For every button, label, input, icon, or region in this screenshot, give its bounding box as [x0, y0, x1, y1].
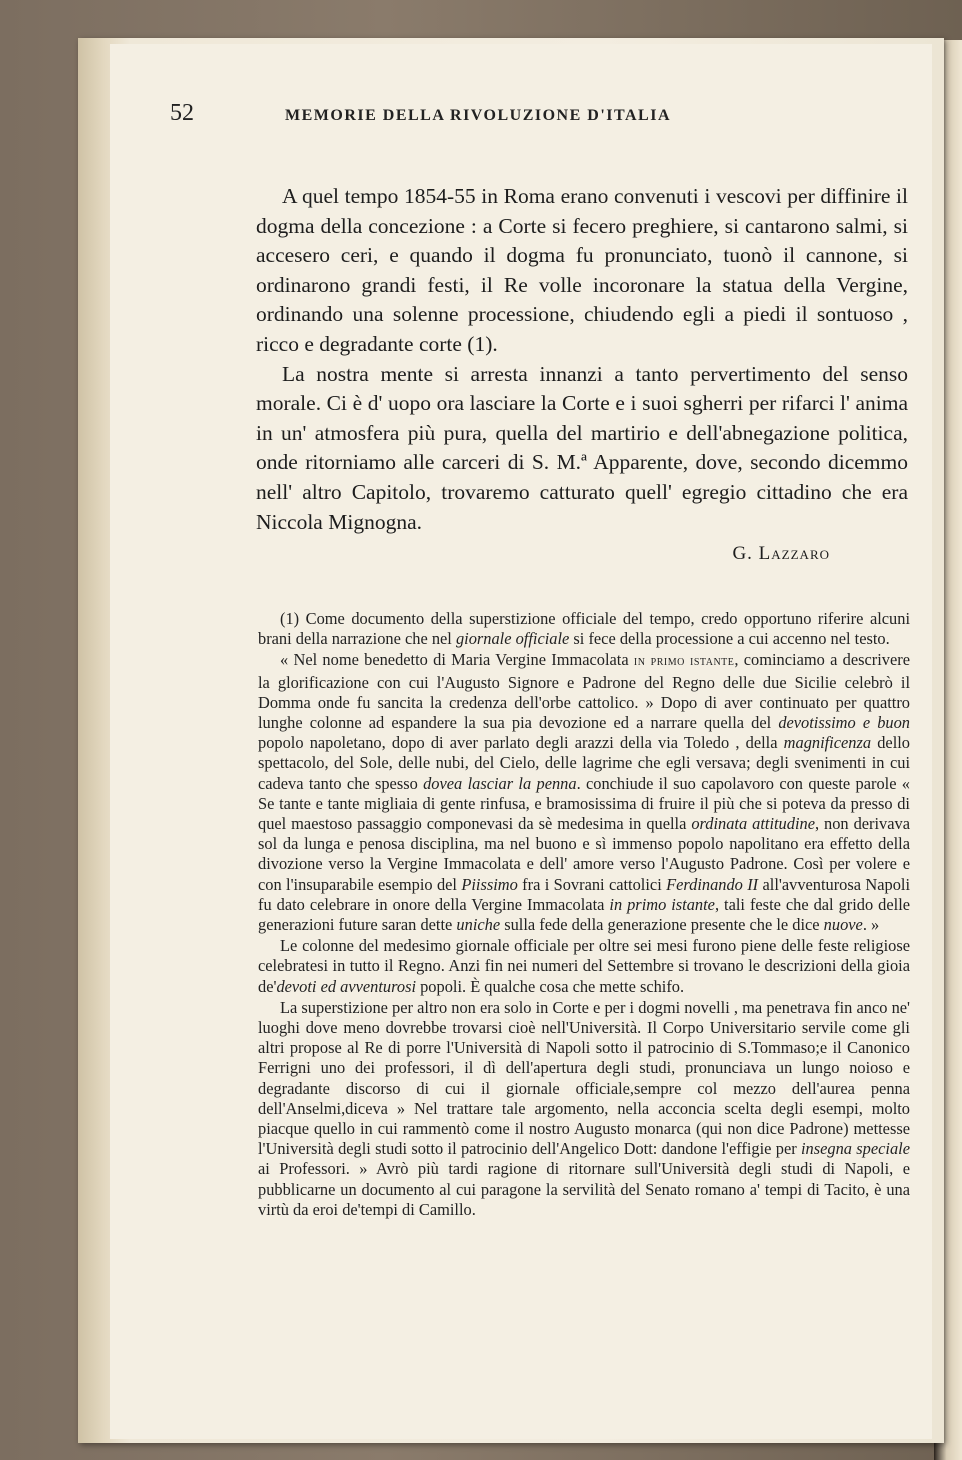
footnote-emphasis: uniche	[456, 915, 501, 935]
footnote-emphasis: giornale officiale	[455, 629, 570, 649]
footnote-text: (1) Come documento della superstizione officiale del tempo, credo opportuno riferire alcuni brani della narrazione che nel	[258, 609, 910, 649]
footnote-text: ai Professori. » Avrò più tardi ragione di ritornare sull'Università degli studi di Napoli, e pubblicarne un documento al cui paragone la servilità del Senato romano a' tempi di Tacito, è una virtù da eroi de'tempi di Camillo.	[258, 1159, 910, 1219]
footnote-smallcaps: in primo istante	[633, 654, 735, 670]
footnote-emphasis: insegna speciale	[801, 1139, 910, 1159]
footnote-emphasis: magnificenza	[783, 733, 872, 753]
footnote-text: fra i Sovrani cattolici	[517, 874, 667, 894]
page-number: 52	[170, 100, 194, 126]
footnote-emphasis: devoti ed avventurosi	[276, 976, 417, 996]
footnote-text: , non derivava sol da lunga e penosa disciplina, ma nel buono e sì immenso popolo napolitano era effetto della divozione verso la Vergine Immacolata e dell' amore verso l'Augusto Padrone. Così per volere e con l'insuparabile esempio del	[258, 814, 910, 894]
footnote-text: « Nel nome benedetto di Maria Vergine Immacolata	[280, 650, 634, 670]
body-paragraph: La nostra mente si arresta innanzi a tanto pervertimento del senso morale. Ci è d' uopo ora lasciare la Corte e i suoi sgherri per rifarci l' anima in un' atmosfera più pura, quella del martirio e dell'abnegazione politica, onde ritorniamo alle carceri di S. M.ª Apparente, dove, secondo dicemmo nell' altro Capitolo, trovaremo catturato quell' egregio cittadino che era Niccola Mignogna.	[256, 361, 908, 534]
footnote-text: sulla fede della generazione presente che le dice	[500, 915, 824, 935]
footnote-text: . »	[862, 915, 880, 935]
main-text	[256, 182, 908, 569]
footnote-paragraph	[258, 998, 910, 1220]
footnote-paragraph	[258, 650, 910, 935]
footnote-text: La superstizione per altro non era solo in Corte e per i dogmi novelli , ma penetrava fin anco ne' luoghi dove meno dovrebbe trovarsi cioè nell'Università. Il Corpo Universitario servile come gli altri propose al Re di porre l'Università di Napoli sotto il patrocinio di S.Tommaso;e il Canonico Ferrigni uno dei professori, il dì dell'apertura degli studi, pronunciava un lungo noioso e degradante discorso di cui il giornale officiale,sempre col mezzo dell'aurea penna dell'Anselmi,diceva » Nel trattare tale argomento, nella acconcia scelta degli esempi, molto piacque quello in cui rammentò come il nostro Augusto monarca (qui non dice Padrone) mettesse l'Università degli studi sotto il patrocinio dell'Angelico Dott: dandone l'effigie per	[258, 997, 910, 1159]
body-paragraph: A quel tempo 1854-55 in Roma erano convenuti i vescovi per diffinire il dogma della concezione : a Corte si fecero preghiere, si cantarono salmi, si accesero ceri, e quando il dogma fu pronunciato, tuonò il cannone, si ordinarono grandi festi, il Re volle incoronare la statua della Vergine, ordinando una solenne processione, chiudendo egli a piedi il sontuoso , ricco e degradante corte (1).	[256, 184, 908, 356]
footnote-emphasis: dovea lasciar la penna	[423, 773, 577, 793]
footnotes	[258, 609, 910, 1221]
footnote-text: dello spettacolo, del Sole, delle nubi, del Cielo, delle lagrime che egli versava; degli svenimenti in cui cadeva tanto che spesso	[258, 733, 911, 793]
footnote-emphasis: nuove	[823, 915, 863, 935]
footnote-emphasis: ordinata attitudine	[691, 814, 815, 834]
footnote-text: , cominciamo a descrivere la glorificazione con cui l'Augusto Signore e Padrone del Regno delle due Sicilie celebrò il Domma onde fu sancita la credenza dell'orbe cattolico. » Dopo di aver continuato per quattro lunghe colonne ad espandere la sua pia devozione ed a narrare quella del	[258, 650, 910, 733]
footnote-text: Le colonne del medesimo giornale officiale per oltre sei mesi furono piene delle feste religiose celebratesi in tutto il Regno. Anzi fin nei numeri del Settembre si trovano le descrizioni della gioia de'	[258, 936, 910, 996]
footnote-text: . conchiude il suo capolavoro con queste parole « Se tante e tante migliaia di gente rinfusa, e bramosissima di fruire il più che si poteva da presso di quel maestoso passaggio componevasi da sè medesima in quella	[258, 773, 910, 834]
footnote-paragraph	[258, 936, 910, 997]
footnote-text: popoli. È qualche cosa che mette schifo.	[416, 976, 685, 996]
page-header	[170, 100, 910, 127]
author-signature: G. Lazzaro	[732, 543, 830, 565]
footnote-text: si fece della processione a cui accenno nel testo.	[569, 629, 890, 649]
footnote-emphasis: Ferdinando II	[666, 874, 759, 894]
footnote-text: , tali feste che dal grido delle generazioni future saran dette	[258, 894, 911, 935]
footnote-paragraph	[258, 609, 910, 649]
footnote-text: popolo napoletano, dopo di aver parlato degli arazzi della via Toledo , della	[258, 733, 784, 753]
running-title: MEMORIE DELLA RIVOLUZIONE D'ITALIA	[285, 107, 671, 124]
footnote-text: all'avventurosa Napoli fu dato celebrare in onore della Vergine Immacolata	[258, 874, 910, 914]
footnote-emphasis: Piissimo	[461, 874, 518, 894]
footnote-emphasis: in primo istante	[609, 894, 715, 914]
footnote-emphasis: devotissimo e buon	[778, 713, 910, 733]
